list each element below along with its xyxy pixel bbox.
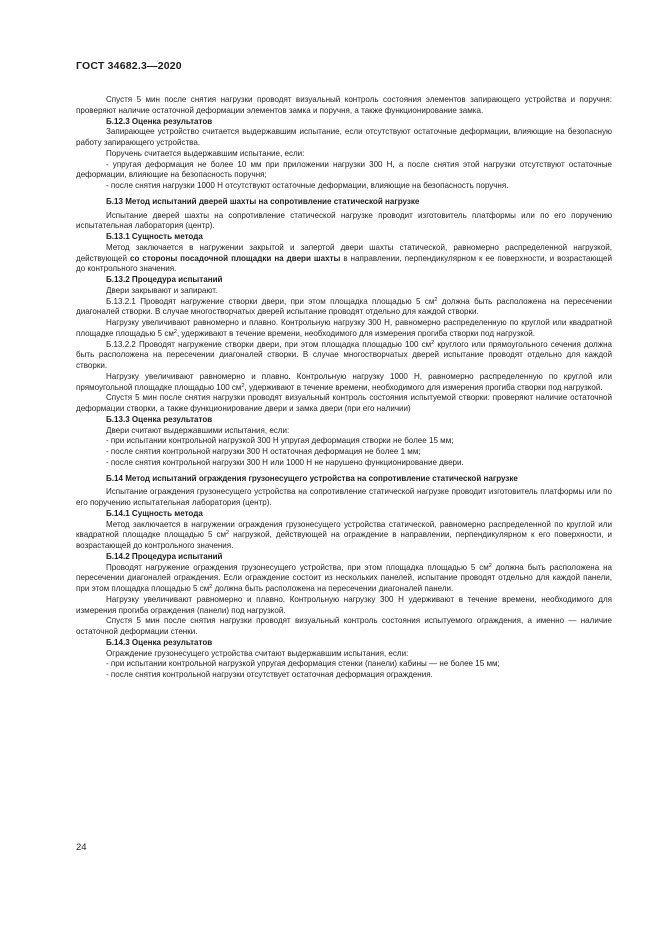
list-item: - при испытании контрольной нагрузкой упругая деформация стенки (панели) кабины — не более 15 мм;	[106, 659, 500, 669]
subsection-heading: Б.13.1 Сущность метода	[106, 232, 203, 241]
list-item: - после снятия контрольной нагрузки 300 Н остаточная деформация не более 1 мм;	[106, 447, 421, 456]
paragraph: Двери считают выдержавшими испытания, если:	[106, 425, 290, 435]
paragraph: Запирающее устройство считается выдержавшим испытание, если отсутствуют остаточные деформации, влияющие на безопасную работу запирающего устройства.	[76, 127, 612, 147]
paragraph: Б.13.2.1 Проводят нагружение створки двери, при этом площадка площадью 5 $см^2$ должна быть расположена на пересечении диагоналей створки. В случае многостворчатых дверей испытание проводят отдельно для каждой створки.	[76, 296, 612, 317]
page-header: ГОСТ 34682.3—2020	[76, 60, 182, 72]
paragraph: Ограждение грузонесущего устройства считают выдержавшим испытания, если:	[106, 648, 409, 658]
subsection-heading: Б.13.3 Оценка результатов	[106, 414, 213, 424]
subsection-heading: Б.14.3 Оценка результатов	[106, 637, 213, 647]
paragraph: Метод заключается в нагружении ограждения грузонесущего устройства статической, равномерно распределенной по круглой или квадратной площадке площадью 5 $см^2$ нагрузкой, действующей на ограждение в направлении, перпендикулярном к его поверхности, и возрастающей до контрольного значения.	[76, 519, 612, 550]
subsection-heading: Б.14.2 Процедура испытаний	[106, 551, 223, 561]
paragraph: Двери закрывают и запирают.	[106, 285, 218, 295]
subsection-heading: Б.13.2 Процедура испытаний	[106, 275, 223, 284]
subsection-heading: Б.14.1 Сущность метода	[106, 508, 203, 518]
list-item: - при испытании контрольной нагрузкой 300 Н упругая деформация створки не более 15 мм;	[106, 436, 454, 446]
subsection-heading: Б.12.3 Оценка результатов	[106, 116, 213, 126]
list-item: - после снятия контрольной нагрузки отсутствует остаточная деформация ограждения.	[106, 670, 433, 679]
paragraph: Нагрузку увеличивают равномерно и плавно. Контрольную нагрузку 1000 Н, равномерно распределенную по круглой или прямоугольной площадке площадью 100 $см^2$, удерживают в течение времени, необходимого для измерения прогиба створки под нагрузкой.	[76, 371, 612, 392]
paragraph: Нагрузку увеличивают равномерно и плавно. Контрольную нагрузку 300 Н удерживают в течение времени, необходимого для измерения прогиба ограждения (панели) под нагрузкой.	[76, 594, 612, 615]
list-item: - упругая деформация не более 10 мм при приложении нагрузки 300 Н, а после снятия этой нагрузки отсутствуют остаточные деформации, влияющие на безопасность поручня;	[76, 159, 612, 180]
paragraph: Испытание ограждения грузонесущего устройства на сопротивление статической нагрузке проводит изготовитель платформы или по его поручению испытательная лаборатория (центр).	[76, 487, 612, 507]
list-item: - после снятия контрольной нагрузки 300 Н или 1000 Н не нарушено функционирование двери.	[106, 457, 464, 467]
section-heading: Б.14 Метод испытаний ограждения грузонесущего устройства на сопротивление статической нагрузке	[106, 473, 518, 483]
paragraph: Испытание дверей шахты на сопротивление статической нагрузке проводит изготовитель платформы или по его поручению испытательная лаборатория (центр).	[76, 210, 612, 231]
paragraph: Метод заключается в нагружении закрытой и запертой двери шахты статической, равномерно распределенной нагрузкой, действующей со стороны посадочной площадки на двери шахты в направлении, перпендикулярном к ее поверхности, и возрастающей до контрольного значения.	[76, 242, 612, 274]
paragraph: Поручень считается выдержавшим испытание, если:	[106, 148, 305, 158]
paragraph: Спустя 5 мин после снятия нагрузки проводят визуальный контроль состояния испытуемой створки: проверяют наличие остаточной деформации створки, а также функционирование двери и замка двери (при его наличии)	[76, 393, 612, 413]
document-body	[76, 95, 612, 681]
paragraph: Проводят нагружение ограждения грузонесущего устройства, при этом площадка площадью 5 $см^2$ должна быть расположена на пересечении диагоналей ограждения. Если ограждение состоит из нескольких панелей, испытание проводят отдельно для каждой панели, при этом площадка площадью 5 $см^2$ должна быть расположена на пересечении диагоналей панели.	[76, 562, 613, 593]
bold-phrase: со стороны посадочной площадки на двери шахты	[130, 253, 341, 263]
paragraph: Спустя 5 мин после снятия нагрузки проводят визуальный контроль состояния испытуемого ограждения, а именно — наличие остаточной деформации стенки.	[76, 616, 612, 636]
page-number: 24	[76, 842, 87, 853]
section-heading: Б.13 Метод испытаний дверей шахты на сопротивление статической нагрузке	[106, 196, 420, 206]
paragraph: Б.13.2.2 Проводят нагружение створки двери, при этом площадка площадью 100 $см^2$ круглого или прямоугольного сечения должна быть расположена на пересечении диагоналей створки. В случае многостворчатых дверей испытание проводят отдельно для каждой створки.	[76, 339, 613, 370]
paragraph: Нагрузку увеличивают равномерно и плавно. Контрольную нагрузку 300 Н, равномерно распределенную по круглой или квадратной площадке площадью 5 $см^2$, удерживают в течение времени, необходимого для измерения прогиба створки под нагрузкой.	[76, 318, 612, 338]
list-item: - после снятия нагрузки 1000 Н отсутствуют остаточные деформации, влияющие на безопасность поручня.	[106, 181, 509, 190]
paragraph: Спустя 5 мин после снятия нагрузки проводят визуальный контроль состояния элементов запирающего устройства и поручня: проверяют наличие остаточной деформации элементов замка и поручня, а также функционирование замка.	[76, 95, 612, 115]
